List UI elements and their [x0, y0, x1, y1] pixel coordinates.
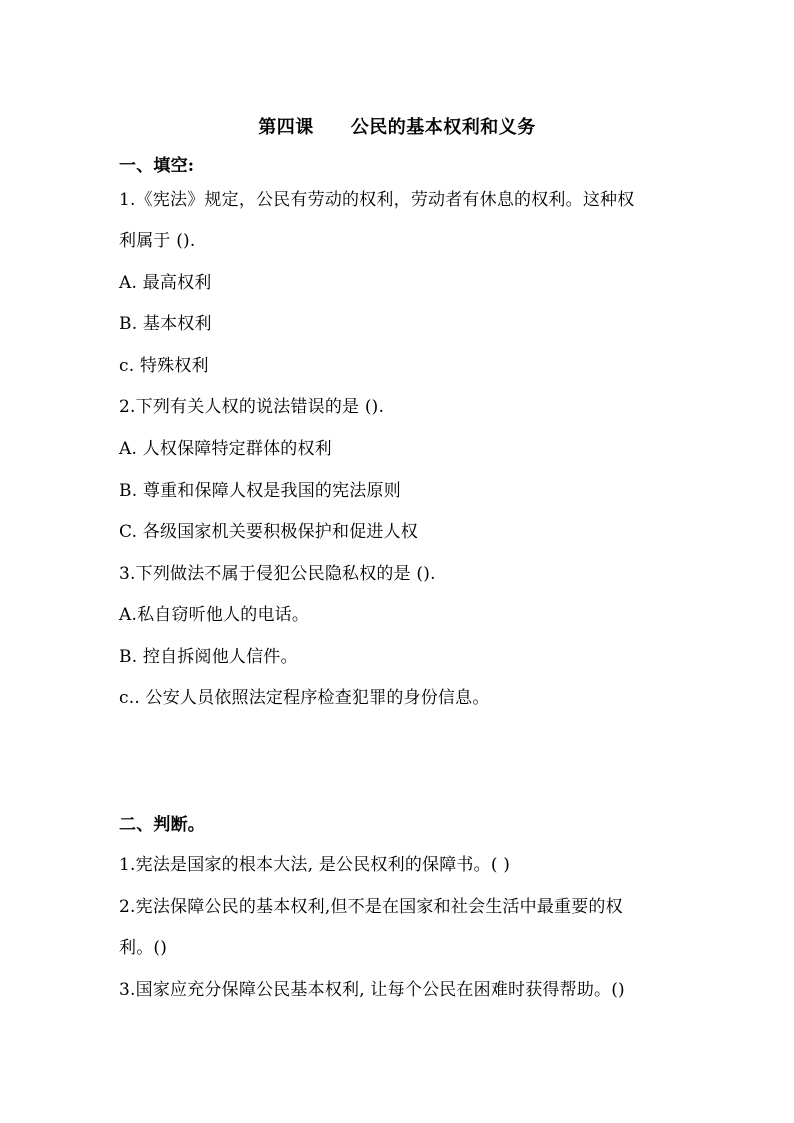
page-title: 第四课 公民的基本权利和义务: [258, 117, 536, 138]
question-1-option-a: A. 最高权利: [119, 273, 212, 293]
section-heading-true-false: 二、判断。: [119, 815, 205, 835]
question-3-option-c: c.. 公安人员依照法定程序检查犯罪的身份信息。: [119, 688, 490, 708]
question-1-option-c: c. 特殊权利: [119, 356, 209, 376]
question-1-option-b: B. 基本权利: [119, 314, 212, 334]
question-2-option-b: B. 尊重和保障人权是我国的宪法原则: [119, 481, 401, 501]
section-heading-fill-in: 一、填空:: [119, 156, 195, 176]
question-2-stem: 2.下列有关人权的说法错误的是 ().: [119, 397, 385, 417]
question-3-option-a: A.私自窃听他人的电话。: [119, 605, 310, 625]
question-2-option-c: C. 各级国家机关要积极保护和促进人权: [119, 522, 419, 542]
judgment-item-2-line-2: 利。(): [119, 938, 168, 958]
question-3-stem: 3.下列做法不属于侵犯公民隐私权的是 ().: [119, 564, 436, 584]
question-2-option-a: A. 人权保障特定群体的权利: [119, 439, 332, 459]
judgment-item-3: 3.国家应充分保障公民基本权利, 让每个公民在困难时获得帮助。(): [119, 980, 625, 1000]
question-1-line-1: 1.《宪法》规定，公民有劳动的权利，劳动者有休息的权利。这种权: [119, 190, 635, 210]
judgment-item-2-line-1: 2.宪法保障公民的基本权利,但不是在国家和社会生活中最重要的权: [119, 897, 623, 917]
question-3-option-b: B. 控自拆阅他人信件。: [119, 647, 298, 667]
question-1-line-2: 利属于 ().: [119, 231, 196, 251]
judgment-item-1: 1.宪法是国家的根本大法, 是公民权利的保障书。( ): [119, 855, 511, 875]
